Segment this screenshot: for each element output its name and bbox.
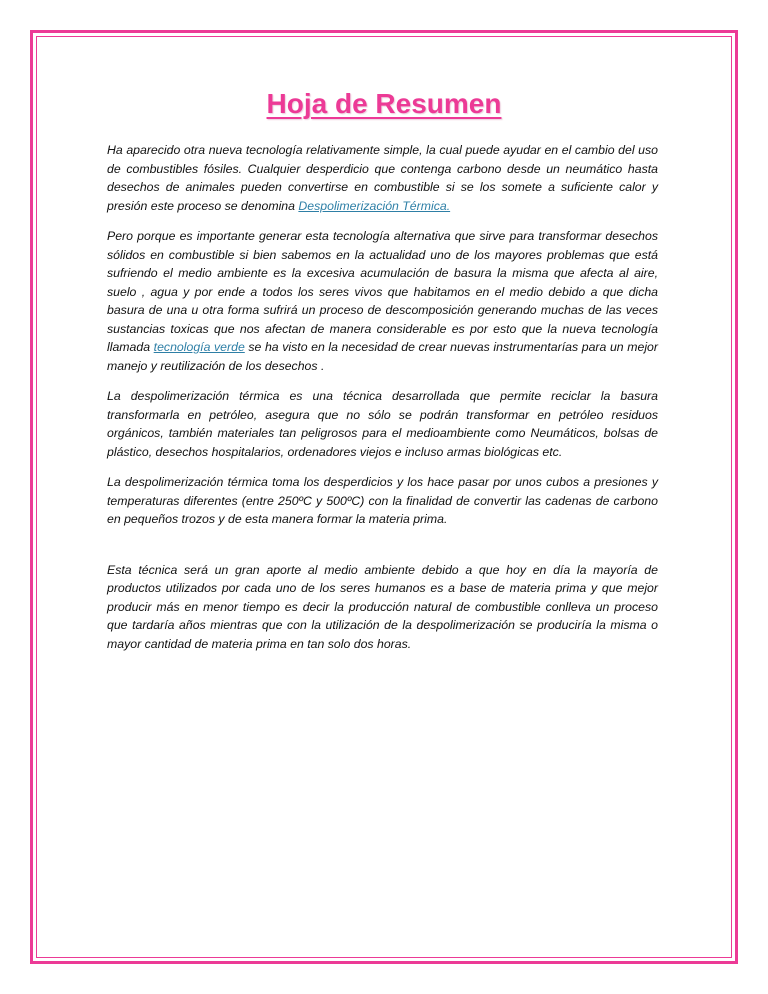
paragraph-5: Esta técnica será un gran aporte al medio ambiente debido a que hoy en día la mayoría de productos utilizados por cada uno de los seres humanos es a base de materia prima y que mejor producir más en menor tiempo es decir la producción natural de combustible conlleva un proceso que tardaría años mientras que con la utilización de la despolimerización se produciría la misma o mayor cantidad de materia prima en tan solo dos horas. [107,562,658,651]
paragraph-1 [107,141,658,215]
paragraph-1-text: Ha aparecido otra nueva tecnología relativamente simple, la cual puede ayudar en el cambio del uso de combustibles fósiles. Cualquier desperdicio que contenga carbono desde un neumático hasta desechos de animales pueden convertirse en combustible si se los somete a suficiente calor y presión este proceso se denomina [107,143,658,213]
paragraph-4: La despolimerización térmica toma los desperdicios y los hace pasar por unos cubos a presiones y temperaturas diferentes (entre 250ºC y 500ºC) con la finalidad de convertir las cadenas de carbono en pequeños trozos y de esta manera formar la materia prima. [107,475,658,526]
paragraph-2-after: se ha visto en la necesidad de crear nuevas instrumentarías para un mejor manejo y reutilización de los desechos . [107,340,658,373]
paragraph-3: La despolimerización térmica es una técnica desarrollada que permite reciclar la basura transformarla en petróleo, asegura que no sólo se podrán transformar en petróleo residuos orgánicos, también materiales tan peligrosos para el medioambiente como Neumáticos, bolsas de plástico, desechos hospitalarios, ordenadores viejos e incluso armas biológicas etc. [107,389,658,459]
document-title: Hoja de Resumen [266,88,502,119]
paragraph-2-text: Pero porque es importante generar esta tecnología alternativa que sirve para transformar desechos sólidos en combustible si bien sabemos en la actualidad uno de los mayores problemas que está sufriendo el medio ambiente es la excesiva acumulación de basura la misma que afecta al aire, suelo , agua y por ende a todos los seres vivos que habitamos en el medio debido a que dicha basura de una u otra forma sufrirá un proceso de descomposición generando muchas de las veces sustancias toxicas que nos afectan de manera considerable es por esto que la nueva tecnología llamada [107,229,658,354]
paragraph-2 [107,227,658,375]
tecnologia-verde-link[interactable]: tecnología verde [153,340,245,354]
document-body [107,141,658,665]
despolimerizacion-link[interactable]: Despolimerización Térmica. [298,198,451,213]
